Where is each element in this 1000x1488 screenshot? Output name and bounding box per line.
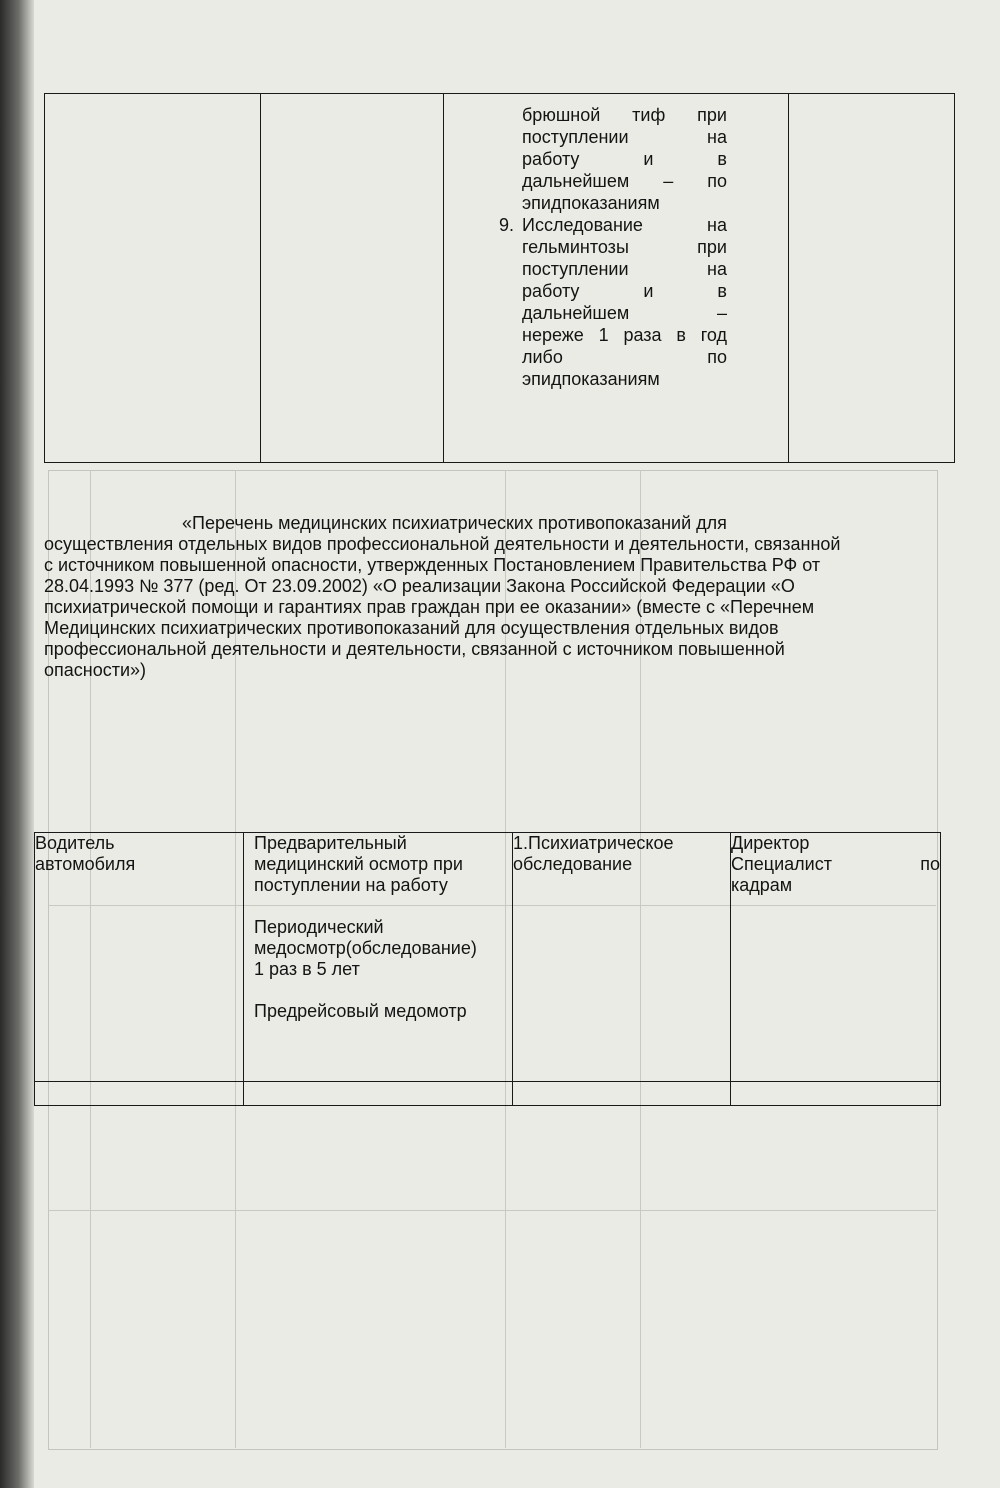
responsible-director: Директор <box>731 833 810 853</box>
profession-line: Водитель <box>35 833 115 853</box>
exam-type-line: медосмотр(обследование) <box>254 938 477 958</box>
regulation-paragraph <box>44 513 944 681</box>
profession-cell <box>35 833 244 1082</box>
list-item-line: поступлении на <box>522 259 727 279</box>
list-item <box>444 214 788 390</box>
responsible-cell <box>731 833 941 1082</box>
exam-type-cell <box>244 833 513 1082</box>
paragraph-line: с источником повышенной опасности, утвержденных Постановлением Правительства РФ от <box>44 555 821 575</box>
list-item-line: дальнейшем – <box>522 303 727 323</box>
list-item-line: гельминтозы при <box>522 237 727 257</box>
list-item-line: дальнейшем – по <box>522 171 727 191</box>
paragraph-line: опасности») <box>44 660 147 680</box>
list-item-line: работу и в <box>522 149 727 169</box>
responsible-word: по <box>920 854 940 874</box>
list-item-line: поступлении на <box>522 127 727 147</box>
exam-type-line: Предварительный <box>254 833 407 853</box>
top-table-cell-4 <box>789 94 955 463</box>
paragraph-line: профессиональной деятельности и деятельности, связанной с источником повышенной <box>44 639 785 659</box>
bleed-through-line <box>48 1210 936 1211</box>
examination-line: 1.Психиатрическое <box>513 833 674 853</box>
list-item <box>444 104 788 214</box>
top-table-cell-3 <box>444 94 789 463</box>
paragraph-line: Медицинских психиатрических противопоказаний для осуществления отдельных видов <box>44 618 779 638</box>
responsible-specialist <box>731 854 940 875</box>
item-number <box>444 104 522 214</box>
responsible-word: кадрам <box>731 875 793 895</box>
paragraph-line: психиатрической помощи и гарантиях прав граждан при ее оказании» (вместе с «Перечнем <box>44 597 815 617</box>
exam-table <box>34 832 941 1106</box>
exam-type-line: Предрейсовый медомотр <box>254 1001 467 1021</box>
top-table-cell-1 <box>45 94 261 463</box>
empty-cell <box>513 1081 731 1105</box>
empty-cell <box>244 1081 513 1105</box>
empty-cell <box>731 1081 941 1105</box>
paragraph-line: осуществления отдельных видов профессиональной деятельности и деятельности, связанной <box>44 534 841 554</box>
examination-line: обследование <box>513 854 633 874</box>
list-item-line: Исследование на <box>522 215 727 235</box>
scan-edge-shadow <box>0 0 34 1488</box>
list-item-line: эпидпоказаниям <box>522 193 660 213</box>
empty-cell <box>35 1081 244 1105</box>
exam-type-line: медицинский осмотр при <box>254 854 463 874</box>
paragraph-line: «Перечень медицинских психиатрических противопоказаний для <box>182 513 727 533</box>
paragraph-line: 28.04.1993 № 377 (ред. От 23.09.2002) «О реализации Закона Российской Федерации «О <box>44 576 795 596</box>
exam-type-line: Периодический <box>254 917 384 937</box>
list-item-line: либо по <box>522 347 727 367</box>
profession-line: автомобиля <box>35 854 136 874</box>
item-number: 9. <box>498 215 514 235</box>
exam-type-line: поступлении на работу <box>254 875 448 895</box>
responsible-word: Специалист <box>731 854 832 874</box>
list-item-line: работу и в <box>522 281 727 301</box>
examination-cell <box>513 833 731 1082</box>
top-table <box>44 93 955 463</box>
exam-list <box>444 104 788 390</box>
list-item-line: брюшной тиф при <box>522 105 727 125</box>
list-item-line: эпидпоказаниям <box>522 369 660 389</box>
top-table-cell-2 <box>261 94 444 463</box>
exam-type-line: 1 раз в 5 лет <box>254 959 360 979</box>
list-item-line: нереже 1 раза в год <box>522 325 727 345</box>
